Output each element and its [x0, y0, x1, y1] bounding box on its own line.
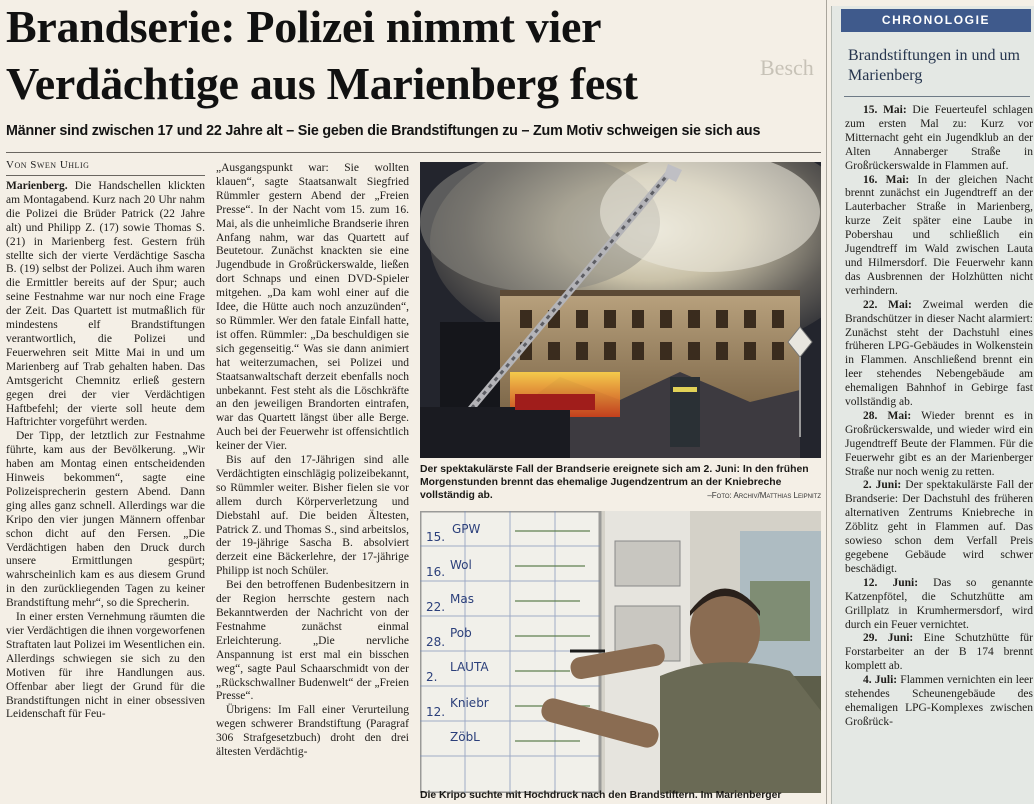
- board-label: Pob: [450, 626, 472, 640]
- paragraph: Bis auf den 17-Jährigen sind alle Verdächtigten einschlägig polizeibekannt, so Rümmler weiter. Bisher fielen sie vor allem durch Körperverletzung und Diebstahl auf. Die beiden Ältesten, Patrick Z. und Thomas S., sind arbeitslos, der 19-jährige Sascha B. absolviert derzeit eine Bäckerlehre, der 17-jährige Philipp ist noch Schüler.: [216, 454, 409, 578]
- board-date: 12.: [426, 705, 446, 719]
- board-label: GPW: [452, 522, 481, 536]
- header-rule: [6, 152, 821, 153]
- headline-line-2: Verdächtige aus Marienberg fest: [6, 58, 638, 109]
- fire-photo: [420, 162, 821, 458]
- chronology-entry: [845, 674, 1033, 730]
- chronology-entry: [845, 479, 1033, 576]
- entry-text: Der spektakulärste Fall der Brandserie: Der Dachstuhl des früheren alternativen Zentrums Kniebreche in Zöblitz geht in Flammen auf. Das sowieso schon dem Verfall Preis gegebene Gebäude wird schwer beschädigt.: [845, 479, 1033, 575]
- chronology-list: [845, 104, 1033, 804]
- chronology-entry: [845, 174, 1033, 299]
- sidebar-rule: [844, 96, 1030, 97]
- board-date: 15.: [426, 530, 446, 544]
- chronology-entry: [845, 632, 1033, 674]
- photo-caption-1: Der spektakulärste Fall der Brandserie ereignete sich am 2. Juni: In den frühen Morgenstunden brennt das ehemalige Jugendzentrum an der Kniebreche vollständig ab.: [420, 464, 809, 501]
- byline: Von Swen Uhlig: [6, 159, 90, 171]
- entry-text: Das so genannte Katzenpfötel, die Schutzhütte am Grillplatz in Krumhermersdorf, wird durch ein Feuer vernichtet.: [845, 576, 1033, 631]
- fire-scene-illustration: [420, 162, 821, 458]
- photo-caption-2: Die Kripo suchte mit Hochdruck nach den Brandstiftern. Im Marienberger: [420, 790, 782, 801]
- paragraph: „Ausgangspunkt war: Sie wollten klauen“, sagte Staatsanwalt Siegfried Rümmler gestern Abend der „Freien Presse“. In der Nacht vom 15. zum 16. Mai, als die unheimliche Brandserie ihren Anfang nahm, war das Quartett auf Beutetour. Zunächst knackten sie eine Jugendbude in Großrückerswalde, ließen dort Schnaps und einen DVD-Spieler mitgehen. „Da kam wohl einer auf die Idee, die Hütte auch noch anzuzünden“, so Rümmler. Wer den fatale Einfall hatte, ist offen. Rümmler: „Da beschuldigen sie sich gegenseitig.“ Was sie dann animiert hat weiterzumachen, sei Polizei und Staatsanwaltschaft derzeit ebenfalls noch unbekannt. Fest steht als die Löschkräfte an den jeweiligen Brandorten eintrafen, war das Quartett längst über alle Berge. Auch bei der Feuerwehr ist offensichtlich keiner der Vier.: [216, 162, 409, 453]
- paragraph: Der Tipp, der letztlich zur Festnahme führte, kam aus der Bevölkerung. „Wir haben am Montag einen entscheidenden Hinweis bekommen“, sagte eine Polizeisprecherin gestern Abend. Dann ging alles ganz schnell. Allerdings war die Kripo den vier jungen Männern offenbar schon dicht auf den Fersen. „Die Verdächtigen haben den Druck durch unsere Ermittlungen gespürt; wahrscheinlich kam es aus diesem Grund in den zurückliegenden Tagen zu keiner Brandstiftung mehr“, so die Sprecherin.: [6, 430, 205, 610]
- board-label: Kniebr: [450, 696, 489, 710]
- chronology-sidebar: [831, 6, 1034, 804]
- sidebar-title: Brandstiftungen in und um Marienberg: [848, 47, 1020, 84]
- chronology-entry: [845, 577, 1033, 633]
- entry-text: Eine Schutzhütte für Forstarbeiter an der B 174 brennt komplett ab.: [845, 632, 1033, 673]
- board-date: 2.: [426, 670, 438, 684]
- photo-credit-1: –Foto: Archiv/Matthias Leipnitz: [707, 491, 821, 500]
- board-date: 16.: [426, 565, 446, 579]
- board-date: 22.: [426, 600, 446, 614]
- entry-text: Flammen vernichten ein leer stehendes Scheunengebäude des ehemaligen LPG-Komplexes zwischen Großrück-: [845, 674, 1033, 728]
- article-column-1: [6, 180, 205, 804]
- subheadline: Männer sind zwischen 17 und 22 Jahre alt – Sie geben die Brandstiftungen zu – Zum Motiv schweigen sie sich aus: [6, 123, 761, 139]
- paragraph: Übrigens: Im Fall einer Verurteilung wegen schwerer Brandstiftung (Paragraf 306 Strafgesetzbuch) droht den drei ältesten Verdächtig-: [216, 704, 409, 759]
- whiteboard-scene-illustration: [420, 511, 821, 793]
- article-column-2: [216, 162, 409, 804]
- chronology-entry: [845, 299, 1033, 410]
- byline-rule: [6, 175, 205, 176]
- paragraph: In einer ersten Vernehmung räumten die vier Verdächtigen die ihnen vorgeworfenen Straftaten laut Polizei im Wesentlichen ein. Allerdings schwiegen sie sich zu den Motiven für ihre Handlungen aus. Offenbar aber liegt der Grund für die Brandstiftungen nicht in einer obsessiven Leidenschaft für Feu-: [6, 611, 205, 721]
- entry-text: Die Feuerteufel schlagen zum ersten Mal zu: Kurz vor Mitternacht geht ein Jugendklub an der Alten Annaberger Straße in Großrückerswalde in Flammen auf.: [845, 104, 1033, 172]
- entry-text: In der gleichen Nacht brennt zunächst ein Jugendtreff an der Lauterbacher Straße in Marienberg, kurze Zeit später eine Laube in Pobershau und schließlich ein Jugendtreff im Wald zwischen Lauta und Hilmersdorf. Die Feuerwehr kann das Ausbrennen der Holzhütten nicht verhindern.: [845, 173, 1033, 297]
- board-label: ZöbL: [450, 730, 480, 744]
- entry-text: Zweimal werden die Brandschützer in dieser Nacht alarmiert: Zunächst steht der Dachstuhl eines früheren LPG-Gebäudes in Wolkenstein in Flammen. Anschließend brennt ein leer stehendes Nebengebäude am ehemaligen Bahnhof in Gebirge fast vollständig ab.: [845, 298, 1033, 409]
- entry-date: 2. Juni:: [863, 479, 902, 492]
- entry-date: 15. Mai:: [863, 104, 907, 116]
- dateline: Marienberg.: [6, 180, 68, 192]
- entry-date: 16. Mai:: [863, 173, 910, 186]
- bleed-through-text: Besch: [760, 55, 814, 80]
- board-date: 28.: [426, 635, 446, 649]
- board-label: Wol: [450, 558, 472, 572]
- entry-date: 29. Juni:: [863, 632, 914, 645]
- board-label: Mas: [450, 592, 474, 606]
- paragraph: Bei den betroffenen Budenbesitzern in der Region herrschte gestern nach Bekanntwerden der Nachricht von der Festnahme zunächst einmal Erleichterung. „Die nervliche Anspannung ist erst mal ein bisschen weg“, sagte Paul Schaarschmidt von der „Rückschwallner Budenwelt“ der „Freien Presse“.: [216, 579, 409, 703]
- paragraph: [6, 180, 205, 430]
- entry-text: Wieder brennt es in Großrückerswalde, und wieder wird ein Jugendtreff Beute der Flammen. Für die Feuerwehr gibt es an der Marienberger Straße nur noch wenig zu retten.: [845, 409, 1033, 478]
- entry-date: 4. Juli:: [863, 674, 898, 687]
- paragraph-text: Die Handschellen klickten am Montagabend. Kurz nach 20 Uhr nahm die Polizei die Brüder Patrick (22 Jahre alt) und Philipp Z. (17) sowie Thomas S. (21) in Marienberg fest. Gestern früh stellte sich der vierte Verdächtige Sascha B. (19) selbst der Polizei. Auch ihm waren die Ermittler bereits auf der Spur; auch seine Festnahme war nur noch eine Frage der Zeit. Das Quartett ist mutmaßlich für mindestens elf Brandstiftungen verantwortlich, die Polizei und Feuerwehren seit Mitte Mai in und um Marienberg auf Trab gehalten haben. Das Amtsgericht Chemnitz erließ gestern gegen drei der vier Verdächtigen Haftbefehl; der vierte soll heute dem Haftrichter vorgeführt werden.: [6, 180, 205, 429]
- entry-date: 22. Mai:: [863, 298, 912, 311]
- board-label: LAUTA: [450, 660, 489, 674]
- investigator-photo: [420, 511, 821, 793]
- column-divider: [826, 0, 827, 804]
- headline: [6, 0, 828, 112]
- chronology-entry: [845, 410, 1033, 480]
- chronology-badge: CHRONOLOGIE: [841, 9, 1031, 32]
- chronology-entry: [845, 104, 1033, 174]
- entry-date: 12. Juni:: [863, 576, 919, 589]
- entry-date: 28. Mai:: [863, 409, 912, 422]
- headline-line-1: Brandserie: Polizei nimmt vier: [6, 1, 602, 52]
